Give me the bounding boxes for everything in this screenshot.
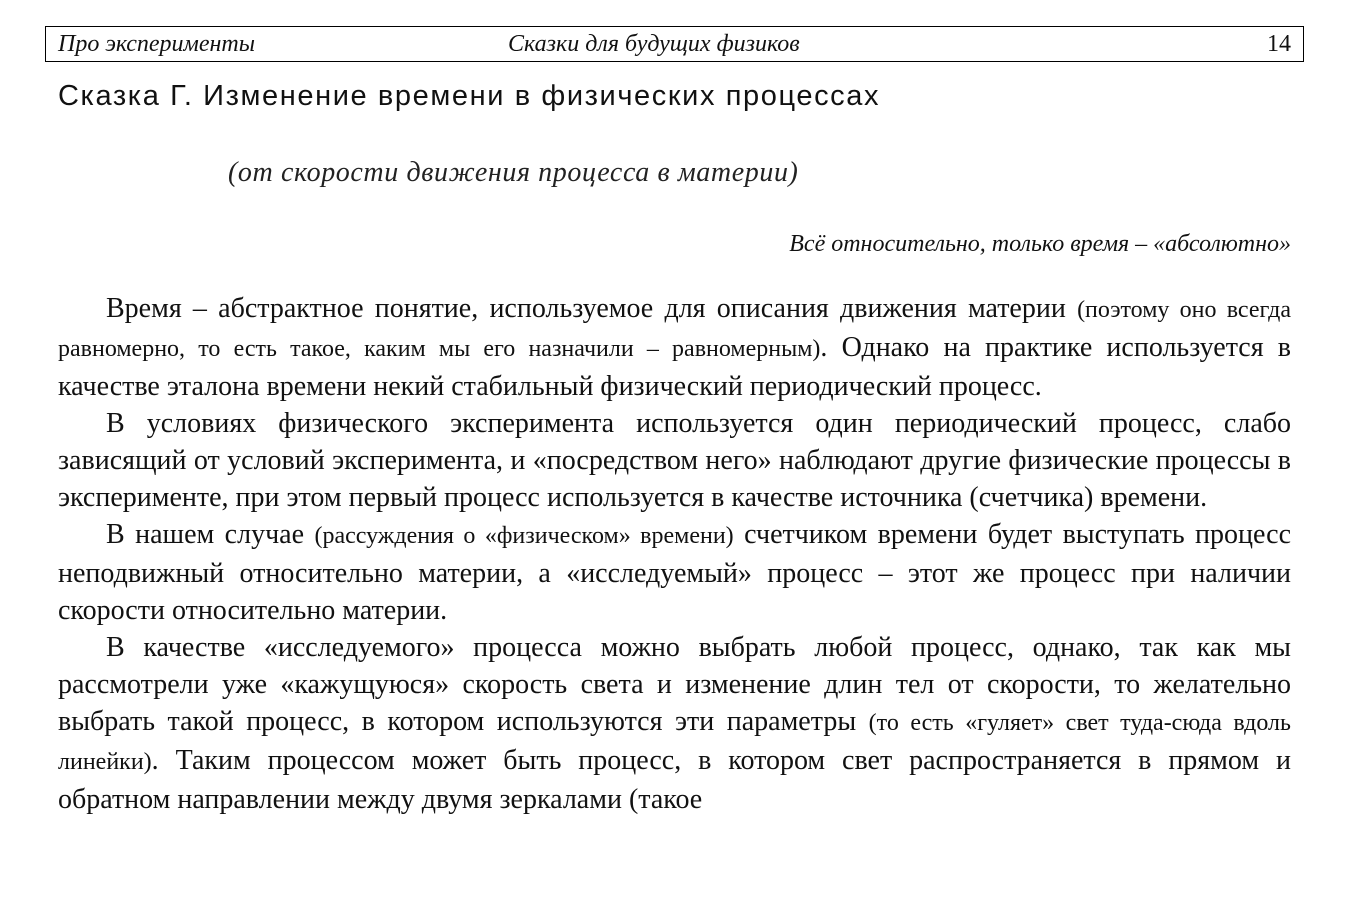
body-text xyxy=(58,290,1291,818)
epigraph: Всё относительно, только время – «абсолютно» xyxy=(789,231,1291,257)
paragraph-4-text: В качестве «исследуемого» процесса можно выбрать любой процесс, однако, так как мы рассмотрели уже «кажущуюся» скорость света и изменение длин тел от скорости, то желательно выбрать такой процесс, в котором используются эти параметры xyxy=(58,632,1291,737)
paragraph-3-text: В нашем случае xyxy=(106,519,315,550)
chapter-title: Сказка Г. Изменение времени в физических процессах xyxy=(58,80,881,112)
paragraph-1 xyxy=(58,290,1291,405)
paragraph-3-text-cont: счетчиком времени будет выступать процесс неподвижный относительно материи, а «исследуемый» процесс – этот же процесс при наличии скорости относительно материи. xyxy=(58,519,1292,626)
paragraph-1-aside: (поэтому оно всегда равномерно, то есть такое, каким мы его назначили – равномерным) xyxy=(58,297,1291,362)
header-book-title: Сказки для будущих физиков xyxy=(508,31,800,57)
page-number: 14 xyxy=(1267,31,1291,57)
paragraph-2: В условиях физического эксперимента используется один периодический процесс, слабо зависящий от условий эксперимента, и «посредством него» наблюдают другие физические процессы в эксперименте, при этом первый процесс используется в качестве источника (счетчика) времени. xyxy=(58,408,1291,513)
paragraph-3 xyxy=(58,516,1291,629)
header-section-title: Про эксперименты xyxy=(58,31,255,57)
paragraph-4-aside: (то есть «гуляет» свет туда-сюда вдоль линейки) xyxy=(58,710,1291,775)
paragraph-1-text-cont: . Однако на практике используется в качестве эталона времени некий стабильный физический периодический процесс. xyxy=(58,332,1292,402)
chapter-subtitle: (от скорости движения процесса в материи) xyxy=(228,157,799,188)
paragraph-4-text-cont: . Таким процессом может быть процесс, в котором свет распространяется в прямом и обратном направлении между двумя зеркалами (такое xyxy=(58,745,1291,815)
paragraph-3-aside: (рассуждения о «физическом» времени) xyxy=(314,523,734,549)
paragraph-1-text: Время – абстрактное понятие, используемое для описания движения материи xyxy=(106,293,1078,324)
paragraph-4 xyxy=(58,629,1291,818)
running-header xyxy=(45,26,1304,62)
